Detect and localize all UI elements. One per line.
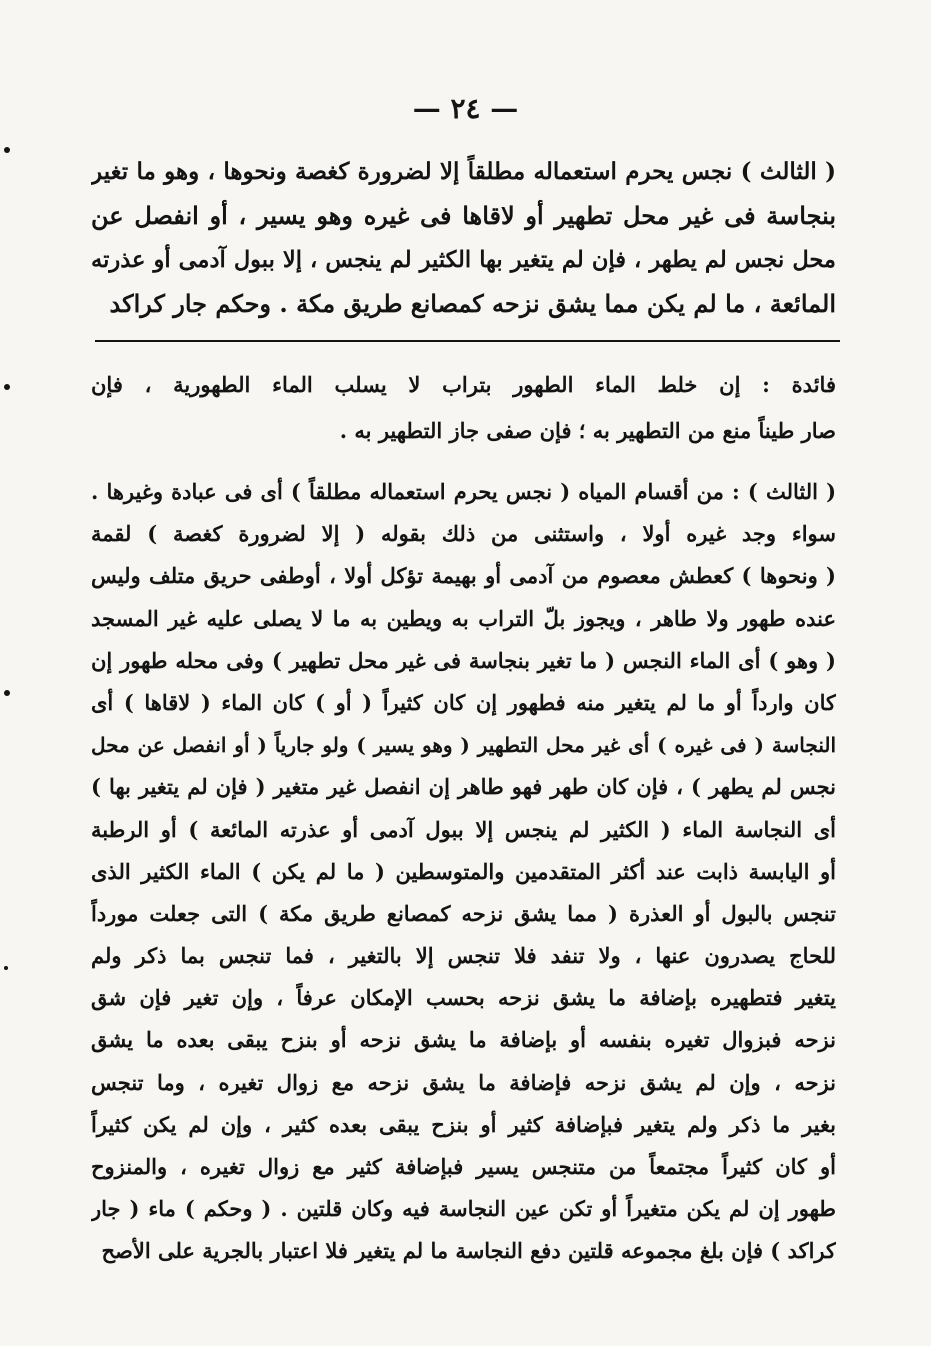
sharh-line: سواء وجد غيره أولا ، واستثنى من ذلك بقوله ( إلا لضرورة كغصة ) لقمة xyxy=(91,521,836,547)
matn-line: محل نجس لم يطهر ، فإن لم يتغير بها الكثير لم ينجس ، إلا ببول آدمى أو عذرته xyxy=(91,247,836,273)
sharh-line: للحاج يصدرون عنها ، ولا تنفد فلا تنجس إلا بالتغير ، فما تنجس بما ذكر ولم xyxy=(91,943,836,969)
sharh-line: عنده طهور ولا طاهر ، ويجوز بلّ التراب به ويطين به ما لا يصلى عليه غير المسجد xyxy=(91,605,836,631)
divider xyxy=(95,340,840,342)
matn-line: ( الثالث ) نجس يحرم استعماله مطلقاً إلا لضرورة كغصة ونحوها ، وهو ما تغير xyxy=(91,158,836,185)
sharh-text xyxy=(91,471,836,1273)
margin-dot xyxy=(4,690,10,696)
margin-dot xyxy=(4,966,8,970)
sharh-line: النجاسة ( فى غيره ) أى غير محل التطهير ( وهو يسير ) ولو جارياً ( أو انفصل عن محل xyxy=(91,733,836,758)
faida-note xyxy=(91,362,836,454)
sharh-line: كراكد ) فإن بلغ مجموعه قلتين دفع النجاسة ما لم يتغير فلا اعتبار بالجرية على الأصح xyxy=(101,1238,836,1264)
page-number: — ٢٤ — xyxy=(412,92,519,125)
sharh-line: ( الثالث ) : من أقسام المياه ( نجس يحرم استعماله مطلقاً ) أى فى عبادة وغيرها . xyxy=(91,479,836,504)
margin-dot xyxy=(4,384,10,390)
matn-text xyxy=(91,150,836,326)
sharh-line: نزحه فبزوال تغيره بنفسه أو بإضافة ما يشق نزحه أو بنزح يبقى بعده ما يشق xyxy=(91,1027,836,1053)
sharh-line: أو كان كثيراً مجتمعاً من متنجس يسير فبإضافة كثير مع زوال تغيره ، والمنزوح xyxy=(91,1154,836,1179)
sharh-line: تنجس بالبول أو العذرة ( مما يشق نزحه كمصانع طريق مكة ) التى جعلت مورداً xyxy=(91,900,836,926)
sharh-line: يتغير فتطهيره بإضافة ما يشق نزحه بحسب الإمكان عرفاً ، وإن تغير فإن شق xyxy=(91,985,836,1011)
sharh-line: بغير ما ذكر ولم يتغير فبإضافة كثير أو بنزح يبقى بعده كثير ، وإن لم يكن كثيراً xyxy=(91,1111,836,1137)
faida-line: صار طيناً منع من التطهير به ؛ فإن صفى جاز التطهير به . xyxy=(339,418,836,443)
faida-line: فائدة : إن خلط الماء الطهور بتراب لا يسلب الماء الطهورية ، فإن xyxy=(91,372,836,397)
sharh-line: أى النجاسة الماء ( الكثير لم ينجس إلا ببول آدمى أو عذرته المائعة ) أو الرطبة xyxy=(91,816,836,842)
margin-dot xyxy=(4,147,10,153)
sharh-line: كان وارداً أو ما لم يتغير منه فطهور إن كان كثيراً ( أو ) كان الماء ( لاقاها ) أى xyxy=(91,689,836,715)
sharh-line: طهور إن لم يكن متغيراً أو تكن عين النجاسة فيه وكان قلتين . ( وحكم ) ماء ( جار xyxy=(91,1196,836,1222)
matn-line: بنجاسة فى غير محل تطهير أو لاقاها فى غيره وهو يسير ، أو انفصل عن xyxy=(91,201,836,230)
sharh-line: أو اليابسة ذابت عند أكثر المتقدمين والمتوسطين ( ما لم يكن ) الماء الكثير الذى xyxy=(91,858,836,884)
sharh-line: نجس لم يطهر ) ، فإن كان طهر فهو طاهر إن انفصل غير متغير ( فإن لم يتغير بها ) xyxy=(91,774,836,800)
sharh-line: ( وهو ) أى الماء النجس ( ما تغير بنجاسة فى غير محل تطهير ) وفى محله طهور إن xyxy=(91,647,836,673)
sharh-line: ( ونحوها ) كعطش معصوم من آدمى أو بهيمة تؤكل أولا ، أوطفى حريق متلف وليس xyxy=(91,563,836,589)
sharh-line: نزحه ، وإن لم يشق نزحه فإضافة ما يشق نزحه مع زوال تغيره ، وما تنجس xyxy=(91,1069,836,1095)
matn-line: المائعة ، ما لم يكن مما يشق نزحه كمصانع طريق مكة . وحكم جار كراكد xyxy=(109,289,836,318)
